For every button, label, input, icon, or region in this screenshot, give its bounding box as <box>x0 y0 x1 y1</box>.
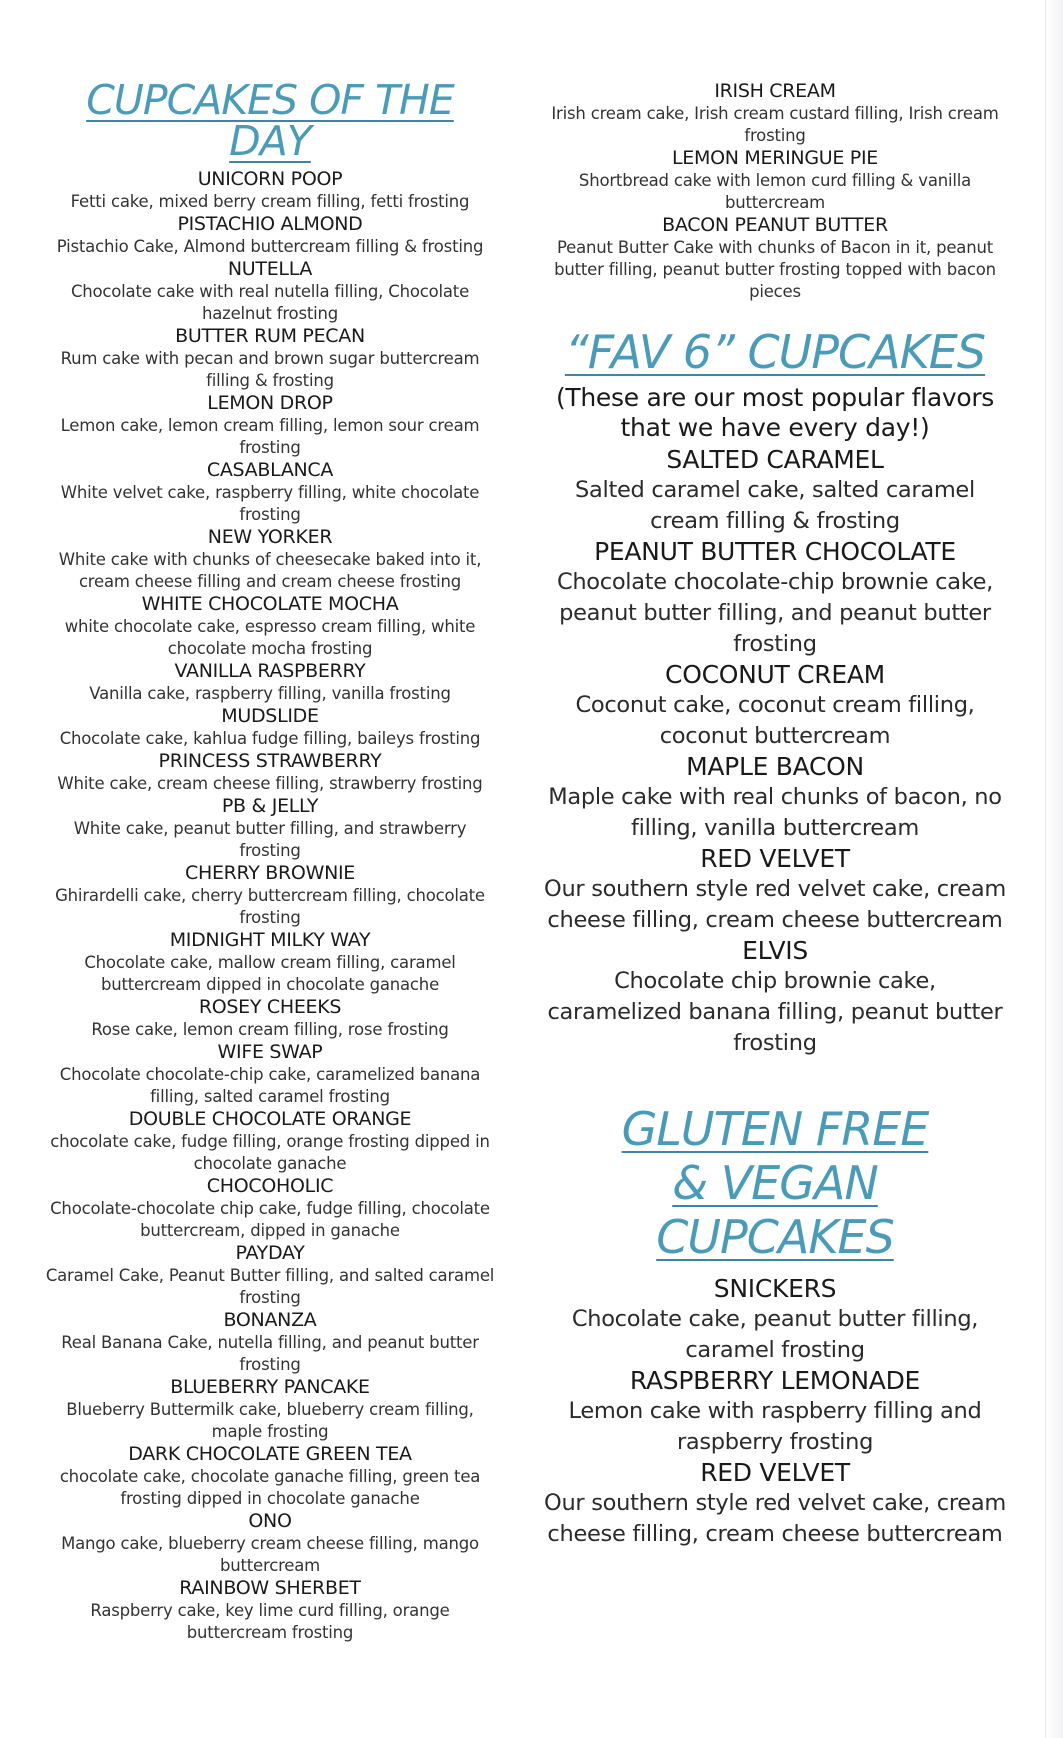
item-name: NUTELLA <box>227 258 313 280</box>
item-name: MIDNIGHT MILKY WAY <box>169 929 371 951</box>
item-name: PB & JELLY <box>221 795 319 817</box>
gluten-free-vegan-title: GLUTEN FREE & VEGAN CUPCAKES <box>621 1102 929 1264</box>
item-description: Ghirardelli cake, cherry buttercream filling, chocolate frosting <box>55 886 485 927</box>
item-description: Lemon cake with raspberry filling and raspberry frosting <box>568 1398 982 1456</box>
item-description: Chocolate chocolate-chip brownie cake, peanut butter filling, and peanut butter frosting <box>556 569 994 657</box>
item-name: CHERRY BROWNIE <box>185 862 355 884</box>
item-description: Maple cake with real chunks of bacon, no filling, vanilla buttercream <box>548 784 1002 841</box>
left-column <box>40 70 500 1644</box>
item-description: White cake, cream cheese filling, strawberry frosting <box>57 774 483 793</box>
item-name: LEMON MERINGUE PIE <box>672 147 878 169</box>
cupcakes-of-the-day-list <box>40 168 500 1644</box>
item-name: PEANUT BUTTER CHOCOLATE <box>594 537 956 566</box>
fav6-title: “FAV 6” CUPCAKES <box>564 325 986 379</box>
item-description: Chocolate cake with real nutella filling, Chocolate hazelnut frosting <box>70 282 470 323</box>
item-name: LEMON DROP <box>207 392 333 414</box>
right-column <box>540 80 1010 1550</box>
item-name: MUDSLIDE <box>221 705 319 727</box>
item-name: ELVIS <box>742 936 808 965</box>
item-description: white chocolate cake, espresso cream filling, white chocolate mocha frosting <box>64 617 476 658</box>
item-name: COCONUT CREAM <box>665 660 885 689</box>
item-description: White velvet cake, raspberry filling, white chocolate frosting <box>60 483 480 524</box>
item-name: PISTACHIO ALMOND <box>177 213 363 235</box>
item-description: chocolate cake, chocolate ganache filling, green tea frosting dipped in chocolate ganache <box>59 1467 481 1508</box>
item-description: Chocolate cake, mallow cream filling, caramel buttercream dipped in chocolate ganache <box>84 953 456 994</box>
item-name: RASPBERRY LEMONADE <box>629 1366 921 1396</box>
item-name: BACON PEANUT BUTTER <box>662 214 888 236</box>
item-description: Real Banana Cake, nutella filling, and peanut butter frosting <box>61 1333 479 1374</box>
item-name: ROSEY CHEEKS <box>198 996 342 1018</box>
fav6-list <box>540 445 1010 1059</box>
item-description: Shortbread cake with lemon curd filling & vanilla buttercream <box>578 171 972 212</box>
item-name: BONANZA <box>223 1309 317 1331</box>
item-description: Rum cake with pecan and brown sugar buttercream filling & frosting <box>60 349 480 390</box>
item-name: RED VELVET <box>700 844 850 873</box>
item-name: CHOCOHOLIC <box>206 1175 334 1197</box>
item-name: PRINCESS STRAWBERRY <box>158 750 382 772</box>
item-description: Lemon cake, lemon cream filling, lemon sour cream frosting <box>60 416 480 457</box>
page-edge <box>1045 0 1063 1738</box>
item-description: Chocolate cake, peanut butter filling, caramel frosting <box>571 1306 979 1364</box>
item-name: PAYDAY <box>235 1242 305 1264</box>
item-description: White cake, peanut butter filling, and strawberry frosting <box>73 819 467 860</box>
item-name: DOUBLE CHOCOLATE ORANGE <box>128 1108 412 1130</box>
item-description: Chocolate-chocolate chip cake, fudge filling, chocolate buttercream, dipped in ganache <box>50 1199 490 1240</box>
item-name: SALTED CARAMEL <box>666 445 884 474</box>
item-name: RED VELVET <box>700 1458 850 1488</box>
right-top-list <box>540 80 1010 303</box>
item-description: Salted caramel cake, salted caramel cream filling & frosting <box>575 477 975 534</box>
item-description: Pistachio Cake, Almond buttercream filling & frosting <box>56 237 484 256</box>
item-description: Rose cake, lemon cream filling, rose frosting <box>91 1020 449 1039</box>
item-description: Blueberry Buttermilk cake, blueberry cream filling, maple frosting <box>66 1400 474 1441</box>
item-description: Vanilla cake, raspberry filling, vanilla frosting <box>89 684 451 703</box>
item-description: Coconut cake, coconut cream filling, coconut buttercream <box>575 692 975 749</box>
item-name: BUTTER RUM PECAN <box>175 325 365 347</box>
item-description: Fetti cake, mixed berry cream filling, fetti frosting <box>70 192 470 211</box>
item-description: Peanut Butter Cake with chunks of Bacon in it, peanut butter filling, peanut butter frosting topped with bacon pieces <box>554 238 996 301</box>
item-name: CASABLANCA <box>206 459 334 481</box>
item-description: Our southern style red velvet cake, cream cheese filling, cream cheese buttercream <box>544 1490 1006 1548</box>
item-name: UNICORN POOP <box>197 168 343 190</box>
item-description: chocolate cake, fudge filling, orange frosting dipped in chocolate ganache <box>50 1132 490 1173</box>
item-name: WHITE CHOCOLATE MOCHA <box>141 593 399 615</box>
item-name: RAINBOW SHERBET <box>179 1577 361 1599</box>
item-description: Our southern style red velvet cake, cream cheese filling, cream cheese buttercream <box>544 876 1006 933</box>
item-description: White cake with chunks of cheesecake baked into it, cream cheese filling and cream cheese frosting <box>58 550 482 591</box>
item-description: Chocolate cake, kahlua fudge filling, baileys frosting <box>59 729 481 748</box>
item-name: WIFE SWAP <box>217 1041 323 1063</box>
item-name: IRISH CREAM <box>714 80 836 102</box>
item-description: Mango cake, blueberry cream cheese filling, mango buttercream <box>61 1534 479 1575</box>
item-name: SNICKERS <box>713 1274 837 1304</box>
item-name: BLUEBERRY PANCAKE <box>170 1376 370 1398</box>
fav6-subtitle: (These are our most popular flavors that we have every day!) <box>555 383 995 442</box>
cupcakes-of-the-day-title: CUPCAKES OF THE DAY <box>86 76 454 165</box>
item-name: NEW YORKER <box>207 526 333 548</box>
item-description: Chocolate chocolate-chip cake, caramelized banana filling, salted caramel frosting <box>59 1065 481 1106</box>
item-name: ONO <box>248 1510 292 1532</box>
item-name: VANILLA RASPBERRY <box>174 660 366 682</box>
item-name: DARK CHOCOLATE GREEN TEA <box>128 1443 412 1465</box>
item-description: Chocolate chip brownie cake, caramelized banana filling, peanut butter frosting <box>547 968 1003 1056</box>
item-description: Raspberry cake, key lime curd filling, orange buttercream frosting <box>90 1601 450 1642</box>
item-description: Caramel Cake, Peanut Butter filling, and salted caramel frosting <box>45 1266 495 1307</box>
item-name: MAPLE BACON <box>686 752 864 781</box>
item-description: Irish cream cake, Irish cream custard filling, Irish cream frosting <box>551 104 999 145</box>
gluten-free-vegan-list <box>540 1274 1010 1550</box>
